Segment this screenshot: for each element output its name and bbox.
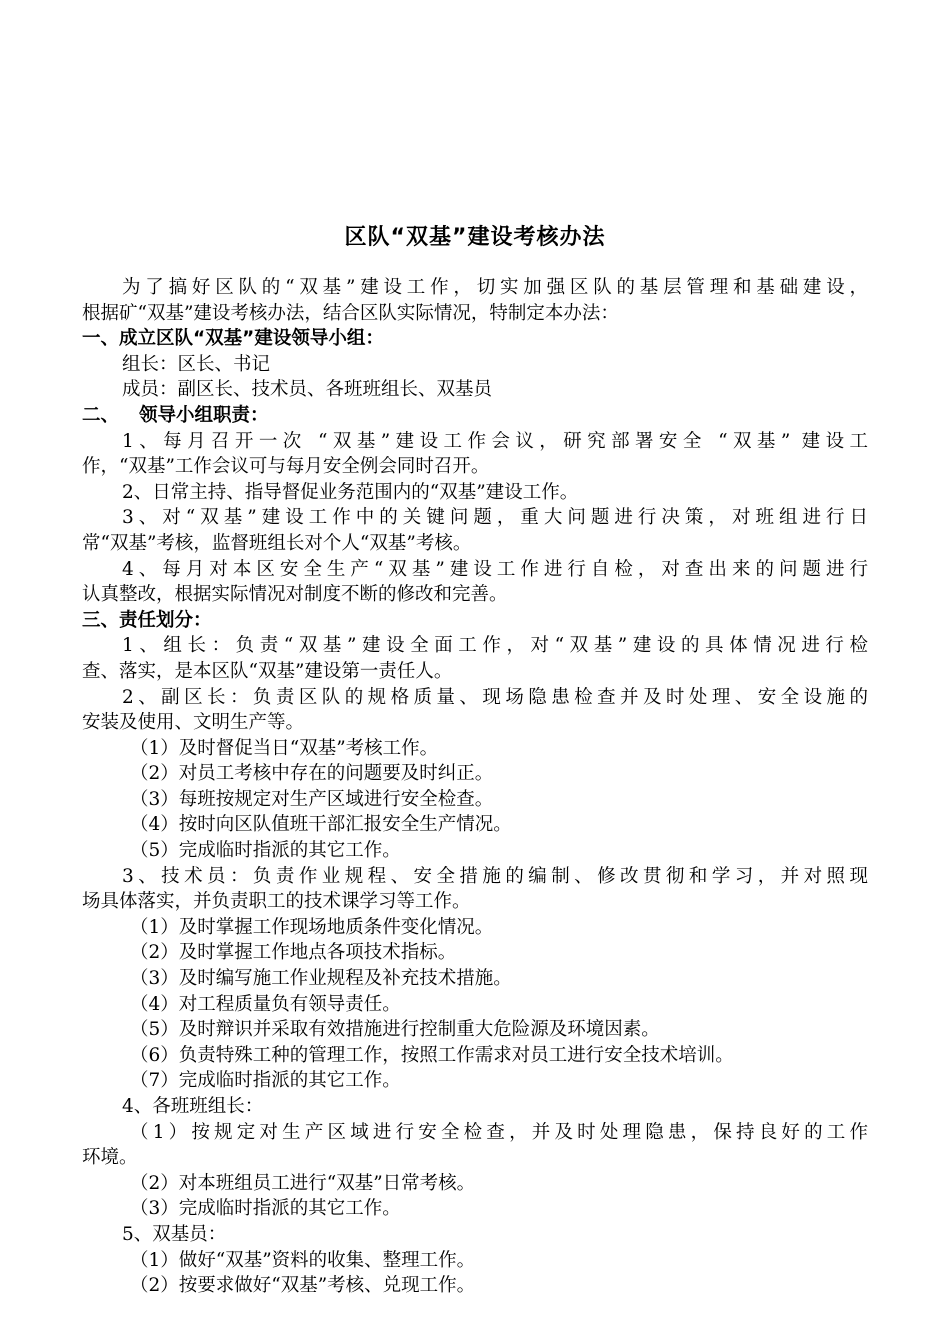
section-2-number: 二、 xyxy=(82,404,120,426)
role-2-line-1: 2、副区长：负责区队的规格质量、现场隐患检查并及时处理、安全设施的 xyxy=(122,686,868,708)
role-1-line-2: 查、落实，是本区队“双基”建设第一责任人。 xyxy=(82,660,453,682)
duty-3-line-1: 3、对“双基”建设工作中的关键问题，重大问题进行决策，对班组进行日 xyxy=(122,507,868,529)
duty-2: 2、日常主持、指导督促业务范围内的“双基”建设工作。 xyxy=(122,481,579,503)
role-3-item: （2）及时掌握工作地点各项技术指标。 xyxy=(130,942,457,964)
role-1-line-1: 1、组长：负责“双基”建设全面工作，对“双基”建设的具体情况进行检 xyxy=(122,635,868,657)
role-3-line-2: 场具体落实，并负责职工的技术课学习等工作。 xyxy=(82,891,471,913)
role-2-line-2: 安装及使用、文明生产等。 xyxy=(82,712,305,734)
duty-4-line-1: 4、每月对本区安全生产“双基”建设工作进行自检，对查出来的问题进行 xyxy=(122,558,868,580)
duty-1-line-2: 作，“双基”工作会议可与每月安全例会同时召开。 xyxy=(82,456,490,478)
role-5-heading: 5、双基员： xyxy=(122,1223,227,1245)
duty-1-line-1: 1、每月召开一次 “双基”建设工作会议，研究部署安全 “双基” 建设工 xyxy=(122,430,868,452)
section-3-heading: 三、责任划分： xyxy=(82,609,212,631)
section-2-title: 领导小组职责： xyxy=(139,404,269,426)
section-1-leader: 组长：区长、书记 xyxy=(122,353,271,375)
role-5-item: （1）做好“双基”资料的收集、整理工作。 xyxy=(130,1249,476,1271)
duty-3-line-2: 常“双基”考核，监督班组长对个人“双基”考核。 xyxy=(82,532,472,554)
role-3-item: （5）及时辩识并采取有效措施进行控制重大危险源及环境因素。 xyxy=(130,1019,660,1041)
role-3-item: （7）完成临时指派的其它工作。 xyxy=(130,1070,401,1092)
document-title: 区队“双基”建设考核办法 xyxy=(344,225,606,250)
document-body xyxy=(82,275,868,1299)
role-4-item-1-line-1: （1）按规定对生产区域进行安全检查，并及时处理隐患，保持良好的工作 xyxy=(130,1121,868,1143)
role-2-item: （5）完成临时指派的其它工作。 xyxy=(130,840,401,862)
role-4-item-1-line-2: 环境。 xyxy=(82,1147,138,1169)
intro-line-2: 根据矿“双基”建设考核办法，结合区队实际情况，特制定本办法： xyxy=(82,302,619,324)
role-4-item: （2）对本班组员工进行“双基”日常考核。 xyxy=(130,1172,476,1194)
role-2-item: （4）按时向区队值班干部汇报安全生产情况。 xyxy=(130,814,512,836)
section-1-members: 成员：副区长、技术员、各班班组长、双基员 xyxy=(122,379,493,401)
role-3-item: （3）及时编写施工作业规程及补充技术措施。 xyxy=(130,968,512,990)
section-1-heading: 一、成立区队“双基”建设领导小组： xyxy=(82,328,384,350)
intro-line-1: 为了搞好区队的“双基”建设工作，切实加强区队的基层管理和基础建设， xyxy=(122,277,868,298)
role-3-item: （1）及时掌握工作现场地质条件变化情况。 xyxy=(130,916,494,938)
role-2-item: （1）及时督促当日“双基”考核工作。 xyxy=(130,737,439,759)
role-5-item: （2）按要求做好“双基”考核、兑现工作。 xyxy=(130,1275,476,1297)
role-3-item: （4）对工程质量负有领导责任。 xyxy=(130,993,401,1015)
role-4-heading: 4、各班班组长： xyxy=(122,1096,264,1117)
role-4-item: （3）完成临时指派的其它工作。 xyxy=(130,1198,401,1220)
duty-4-line-2: 认真整改，根据实际情况对制度不断的修改和完善。 xyxy=(82,584,508,606)
role-3-item: （6）负责特殊工种的管理工作，按照工作需求对员工进行安全技术培训。 xyxy=(130,1044,734,1066)
role-3-line-1: 3、技术员：负责作业规程、安全措施的编制、修改贯彻和学习，并对照现 xyxy=(122,865,868,887)
role-2-item: （3）每班按规定对生产区域进行安全检查。 xyxy=(130,788,494,810)
role-2-item: （2）对员工考核中存在的问题要及时纠正。 xyxy=(130,763,494,785)
section-2-heading xyxy=(82,403,868,429)
